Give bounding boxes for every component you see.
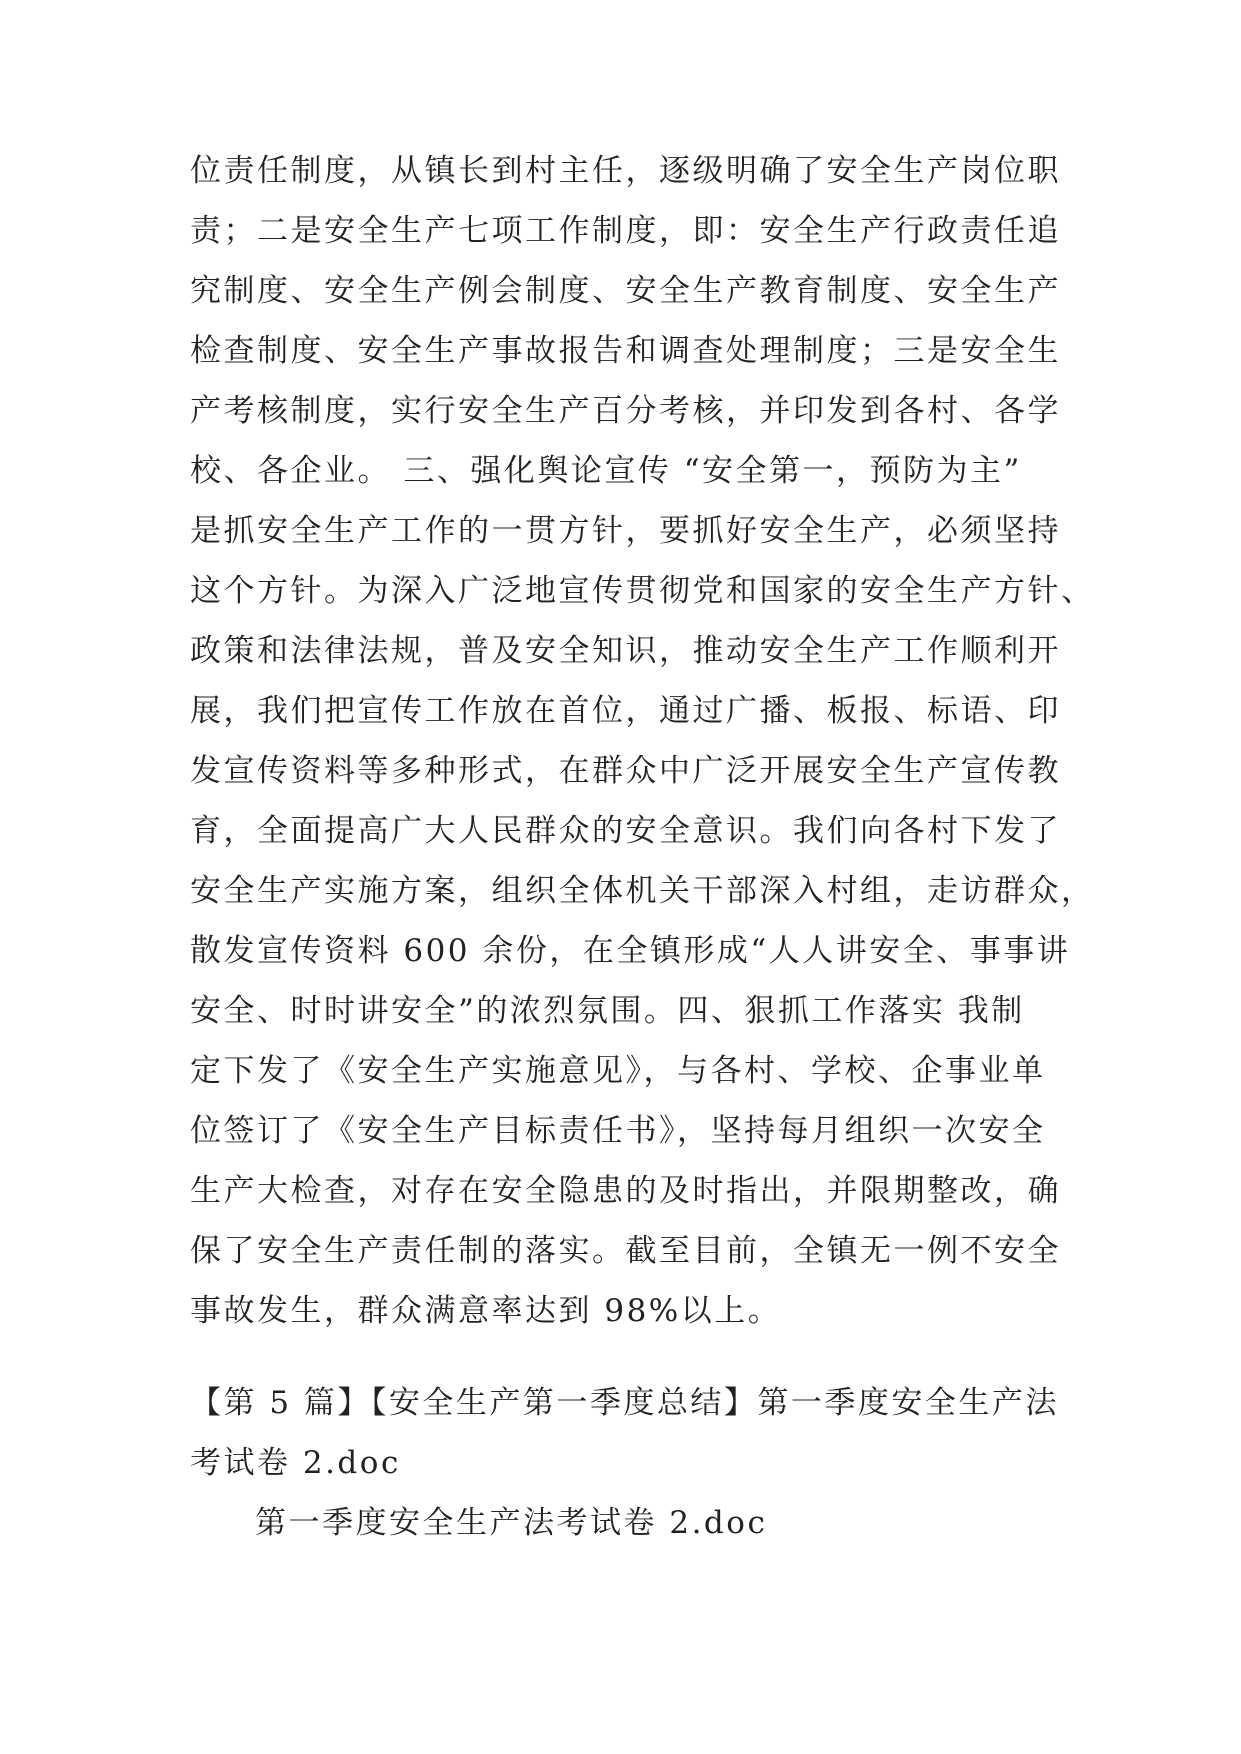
body-text-line: 事故发生，群众满意率达到 98%以上。 — [190, 1293, 782, 1329]
body-text-line: 发宣传资料等多种形式，在群众中广泛开展安全生产宣传教 — [190, 753, 1061, 789]
body-text-line: 安全生产实施方案，组织全体机关干部深入村组，走访群众， — [190, 873, 1095, 909]
body-text-line: 检查制度、安全生产事故报告和调查处理制度；三是安全生 — [190, 333, 1061, 369]
body-text-line: 展，我们把宣传工作放在首位，通过广播、板报、标语、印 — [190, 693, 1061, 729]
section-heading-line: 考试卷 2.doc — [190, 1445, 401, 1481]
body-text-line: 散发宣传资料 600 余份，在全镇形成“人人讲安全、事事讲 — [190, 933, 1071, 969]
body-text-line: 定下发了《安全生产实施意见》，与各村、学校、企事业单 — [190, 1053, 1046, 1089]
section-heading-line: 【第 5 篇】【安全生产第一季度总结】第一季度安全生产法 — [190, 1385, 1059, 1421]
body-text-line: 位责任制度，从镇长到村主任，逐级明确了安全生产岗位职 — [190, 153, 1061, 189]
body-text-line: 这个方针。为深入广泛地宣传贯彻党和国家的安全生产方针、 — [190, 573, 1095, 609]
body-text-line: 育，全面提高广大人民群众的安全意识。我们向各村下发了 — [190, 813, 1061, 849]
body-text-line: 究制度、安全生产例会制度、安全生产教育制度、安全生产 — [190, 273, 1061, 309]
document-subtitle: 第一季度安全生产法考试卷 2.doc — [255, 1505, 768, 1541]
body-text-line: 安全、时时讲安全”的浓烈氛围。四、狠抓工作落实 我制 — [190, 993, 1025, 1029]
body-text-line: 生产大检查，对存在安全隐患的及时指出，并限期整改，确 — [190, 1173, 1061, 1209]
body-text-line: 是抓安全生产工作的一贯方针，要抓好安全生产，必须坚持 — [190, 513, 1061, 549]
body-text-line: 责；二是安全生产七项工作制度，即：安全生产行政责任追 — [190, 213, 1061, 249]
body-text-line: 位签订了《安全生产目标责任书》，坚持每月组织一次安全 — [190, 1113, 1046, 1149]
body-text-line: 政策和法律法规，普及安全知识，推动安全生产工作顺利开 — [190, 633, 1061, 669]
body-text-line: 校、各企业。 三、强化舆论宣传 “安全第一，预防为主” — [190, 453, 1022, 489]
body-text-line: 产考核制度，实行安全生产百分考核，并印发到各村、各学 — [190, 393, 1061, 429]
body-text-line: 保了安全生产责任制的落实。截至目前，全镇无一例不安全 — [190, 1233, 1061, 1269]
